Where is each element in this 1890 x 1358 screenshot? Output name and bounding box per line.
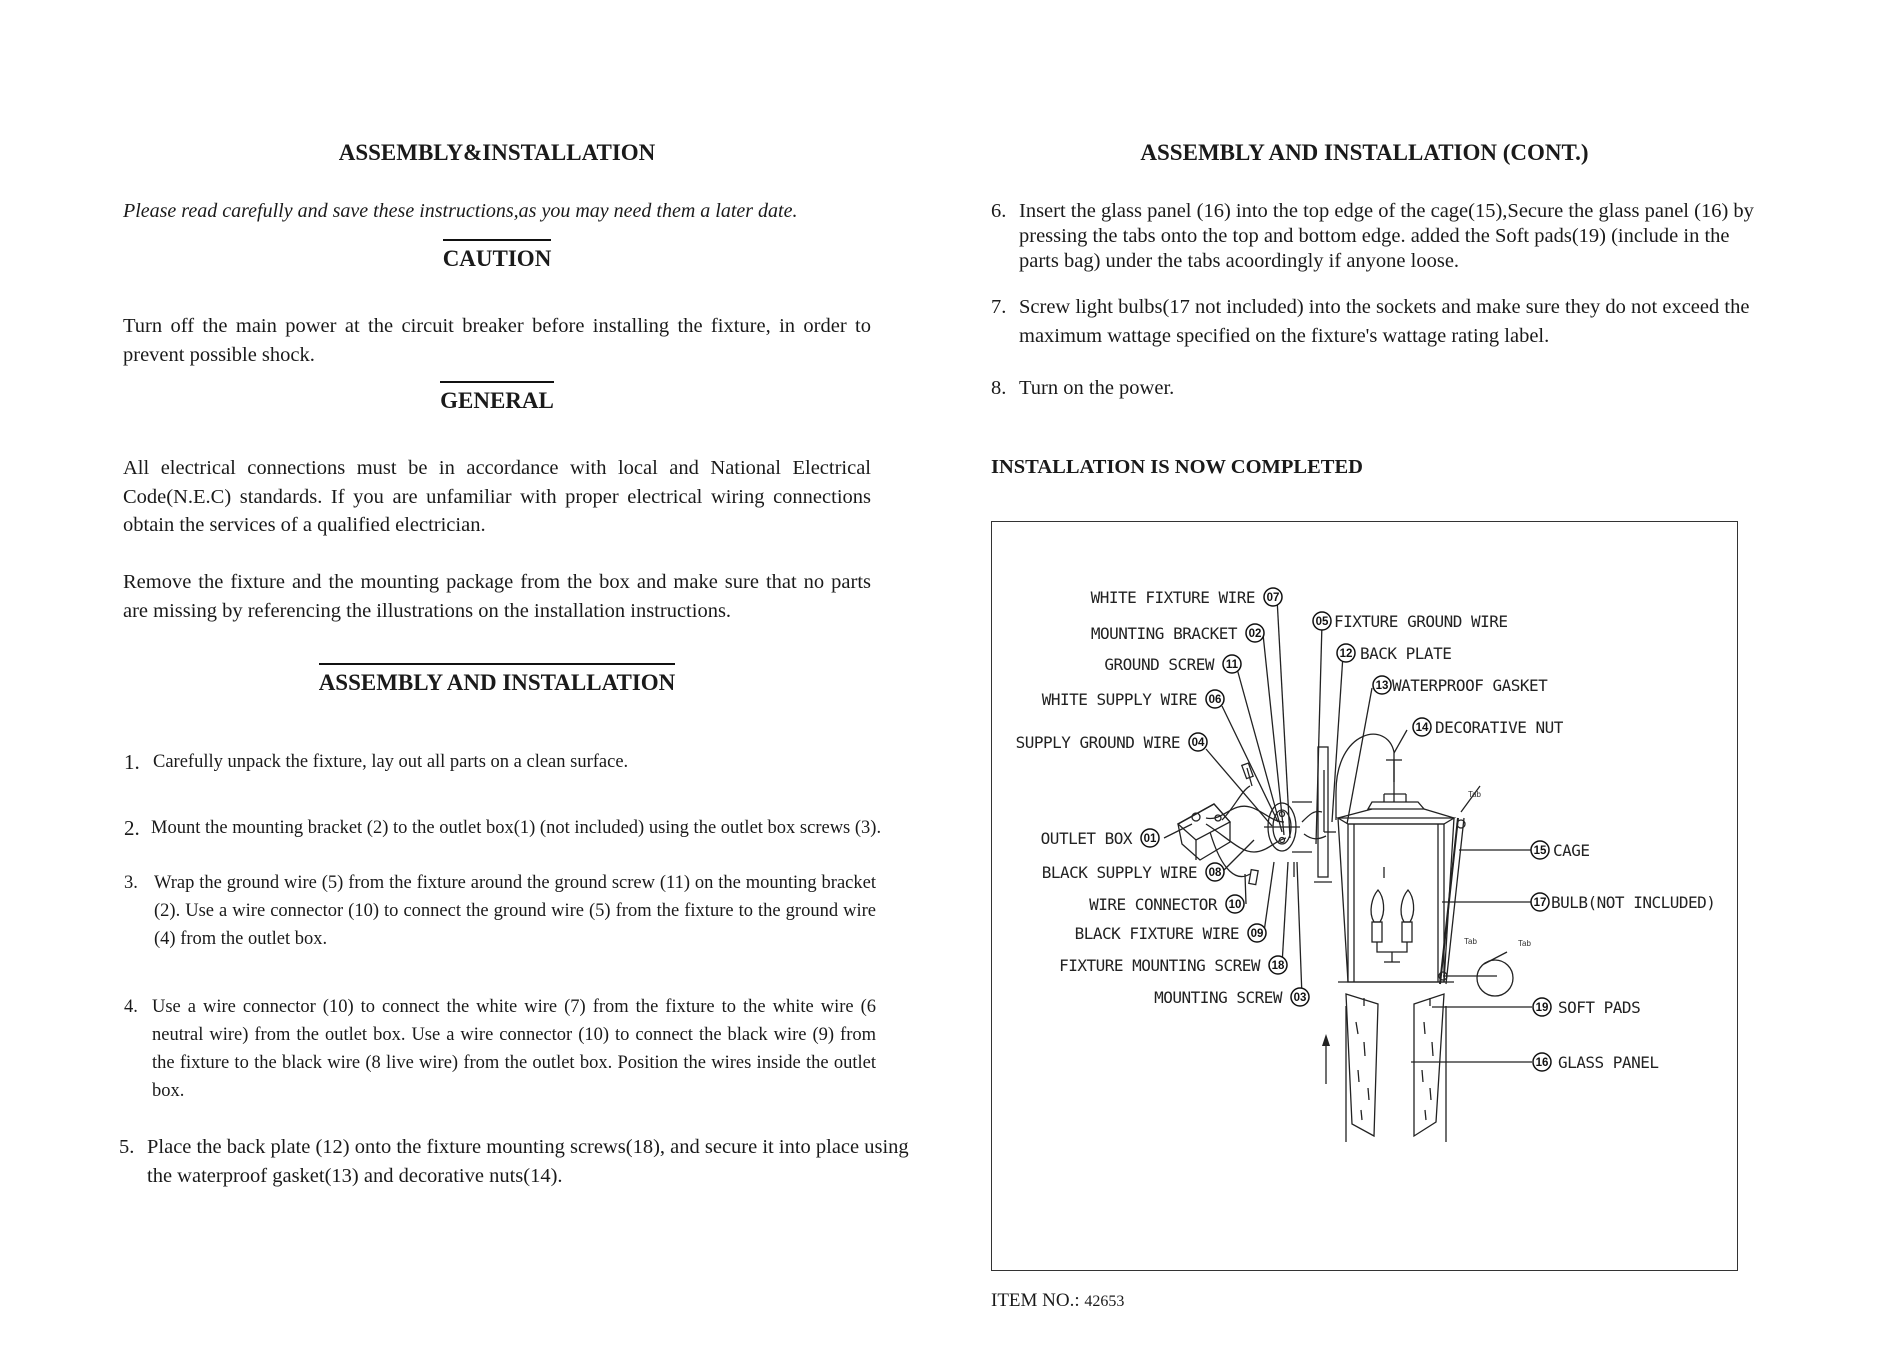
- installation-diagram: [991, 521, 1738, 1271]
- step-6: [991, 199, 1761, 274]
- part-label-05: [1313, 612, 1508, 631]
- step-2: [124, 814, 914, 842]
- exploded-view-drawing: [992, 522, 1739, 1272]
- general-text-1: All electrical connections must be in accordance with local and National Electrical Code(N.E.C) standards. If you are unfamiliar with proper electrical wiring connections obtain the services of a qualified electrician.: [123, 457, 871, 536]
- svg-text:13: 13: [1375, 680, 1389, 692]
- step-number: 4.: [124, 997, 138, 1017]
- step-text: Use a wire connector (10) to connect the white wire (7) from the fixture to the white wire (6 neutral wire) from the outlet box. Use a wire connector (10) to connect the black wire (9) from the fixture to the black wire (8 live wire) from the outlet box. Position the wires inside the outlet box.: [152, 997, 876, 1101]
- svg-text:WATERPROOF GASKET: WATERPROOF GASKET: [1392, 676, 1548, 695]
- step-text: Insert the glass panel (16) into the top edge of the cage(15),Secure the glass panel (16) by pressing the tabs onto the top and bottom edge. added the Soft pads(19) (include in the parts bag) under the tabs acoordingly if anyone loose.: [1019, 200, 1754, 272]
- svg-text:BLACK FIXTURE WIRE: BLACK FIXTURE WIRE: [1074, 924, 1239, 943]
- svg-text:FIXTURE GROUND WIRE: FIXTURE GROUND WIRE: [1334, 612, 1508, 631]
- svg-text:04: 04: [1191, 737, 1205, 749]
- item-value: 42653: [1084, 1293, 1125, 1310]
- step-number: 7.: [991, 296, 1007, 318]
- svg-text:03: 03: [1293, 992, 1307, 1004]
- step-text: Carefully unpack the fixture, lay out all parts on a clean surface.: [153, 752, 629, 772]
- step-text: Mount the mounting bracket (2) to the outlet box(1) (not included) using the outlet box screws (3).: [151, 818, 882, 838]
- svg-text:BULB(NOT INCLUDED): BULB(NOT INCLUDED): [1551, 893, 1716, 912]
- svg-text:12: 12: [1339, 648, 1353, 660]
- svg-text:CAGE: CAGE: [1553, 841, 1590, 860]
- svg-text:GLASS PANEL: GLASS PANEL: [1558, 1053, 1659, 1072]
- left-title: ASSEMBLY&INSTALLATION: [338, 140, 656, 165]
- part-label-12: [1337, 644, 1451, 663]
- svg-text:WIRE CONNECTOR: WIRE CONNECTOR: [1089, 895, 1217, 914]
- svg-text:WHITE FIXTURE WIRE: WHITE FIXTURE WIRE: [1090, 588, 1255, 607]
- svg-text:BACK PLATE: BACK PLATE: [1360, 644, 1452, 663]
- svg-text:16: 16: [1535, 1057, 1549, 1069]
- outlet-box-shape: [1178, 804, 1230, 860]
- part-label-06: [1042, 690, 1224, 709]
- step-text: Place the back plate (12) onto the fixture mounting screws(18), and secure it into place using the waterproof gasket(13) and decorative nuts(14).: [147, 1136, 909, 1187]
- svg-text:FIXTURE MOUNTING SCREW: FIXTURE MOUNTING SCREW: [1059, 956, 1260, 975]
- svg-text:06: 06: [1208, 694, 1222, 706]
- svg-text:MOUNTING BRACKET: MOUNTING BRACKET: [1090, 624, 1237, 643]
- part-label-19: [1533, 998, 1640, 1017]
- svg-text:09: 09: [1250, 928, 1264, 940]
- step-number: 3.: [124, 873, 138, 893]
- svg-text:DECORATIVE NUT: DECORATIVE NUT: [1435, 718, 1563, 737]
- assembly-heading: ASSEMBLY AND INSTALLATION: [319, 663, 676, 695]
- svg-text:MOUNTING SCREW: MOUNTING SCREW: [1154, 988, 1282, 1007]
- part-label-18: [1059, 956, 1287, 975]
- part-label-09: [1075, 924, 1266, 943]
- part-label-16: [1533, 1053, 1658, 1072]
- svg-text:14: 14: [1415, 722, 1429, 734]
- item-number: [991, 1290, 1124, 1312]
- step-number: 1.: [124, 750, 140, 774]
- svg-text:15: 15: [1533, 845, 1547, 857]
- part-label-01: [1041, 829, 1159, 848]
- step-4: [124, 993, 876, 1105]
- right-title: ASSEMBLY AND INSTALLATION (CONT.): [1140, 140, 1589, 165]
- tab-label: Tab: [1518, 939, 1531, 948]
- svg-text:OUTLET BOX: OUTLET BOX: [1040, 829, 1132, 848]
- svg-text:11: 11: [1225, 659, 1239, 671]
- svg-text:01: 01: [1143, 833, 1157, 845]
- general-heading: GENERAL: [440, 381, 554, 413]
- part-label-03: [1154, 988, 1309, 1007]
- step-text: Wrap the ground wire (5) from the fixture around the ground screw (11) on the mounting bracket (2). Use a wire connector (10) to connect the ground wire (5) from the fixture to the ground wire (4) from the outlet box.: [154, 873, 876, 949]
- part-label-17: [1531, 893, 1715, 912]
- step-7: [991, 293, 1751, 351]
- part-label-11: [1104, 655, 1241, 674]
- svg-text:08: 08: [1208, 867, 1222, 879]
- tab-label: Tab: [1468, 790, 1481, 799]
- caution-text: Turn off the main power at the circuit breaker before installing the fixture, in order to prevent possible shock.: [123, 315, 871, 366]
- mounting-bracket-shape: [1264, 803, 1300, 851]
- step-3: [124, 869, 876, 953]
- tab-label: Tab: [1464, 937, 1477, 946]
- part-label-08: [1042, 863, 1224, 882]
- part-label-14: [1413, 718, 1564, 737]
- part-label-04: [1016, 733, 1207, 752]
- assembly-heading-wrap: [123, 670, 871, 696]
- svg-text:SUPPLY GROUND WIRE: SUPPLY GROUND WIRE: [1015, 733, 1180, 752]
- svg-text:GROUND SCREW: GROUND SCREW: [1104, 655, 1214, 674]
- svg-text:02: 02: [1248, 628, 1262, 640]
- completed-text: INSTALLATION IS NOW COMPLETED: [991, 456, 1363, 478]
- step-number: 8.: [991, 377, 1007, 399]
- step-number: 6.: [991, 200, 1007, 222]
- caution-heading-wrap: [123, 246, 871, 272]
- caution-heading: CAUTION: [443, 239, 552, 271]
- svg-text:07: 07: [1266, 592, 1280, 604]
- svg-text:SOFT PADS: SOFT PADS: [1558, 998, 1641, 1017]
- svg-text:WHITE SUPPLY WIRE: WHITE SUPPLY WIRE: [1041, 690, 1197, 709]
- step-number: 5.: [119, 1136, 135, 1158]
- glass-panels-shape: [1346, 994, 1446, 1142]
- step-number: 2.: [124, 816, 140, 840]
- step-text: Screw light bulbs(17 not included) into the sockets and make sure they do not exceed the maximum wattage specified on the fixture's wattage rating label.: [1019, 296, 1750, 347]
- lantern-cage-shape: [1338, 794, 1454, 982]
- step-5: [119, 1133, 909, 1191]
- part-label-10: [1089, 895, 1244, 914]
- svg-text:19: 19: [1535, 1002, 1549, 1014]
- part-label-15: [1531, 841, 1590, 860]
- svg-text:BLACK SUPPLY WIRE: BLACK SUPPLY WIRE: [1041, 863, 1197, 882]
- svg-text:05: 05: [1315, 616, 1329, 628]
- part-label-13: [1373, 676, 1548, 695]
- svg-text:17: 17: [1533, 897, 1547, 909]
- general-text-2: Remove the fixture and the mounting package from the box and make sure that no parts are missing by referencing the illustrations on the installation instructions.: [123, 571, 871, 622]
- step-1: [124, 748, 904, 776]
- part-label-02: [1091, 624, 1264, 643]
- svg-text:18: 18: [1271, 960, 1285, 972]
- step-8: [991, 376, 1731, 401]
- part-label-07: [1091, 588, 1282, 607]
- general-heading-wrap: [123, 388, 871, 414]
- intro-text: Please read carefully and save these instructions,as you may need them a later date.: [123, 200, 798, 222]
- step-text: Turn on the power.: [1019, 377, 1175, 399]
- item-label: ITEM NO.:: [991, 1290, 1080, 1311]
- svg-text:10: 10: [1228, 899, 1242, 911]
